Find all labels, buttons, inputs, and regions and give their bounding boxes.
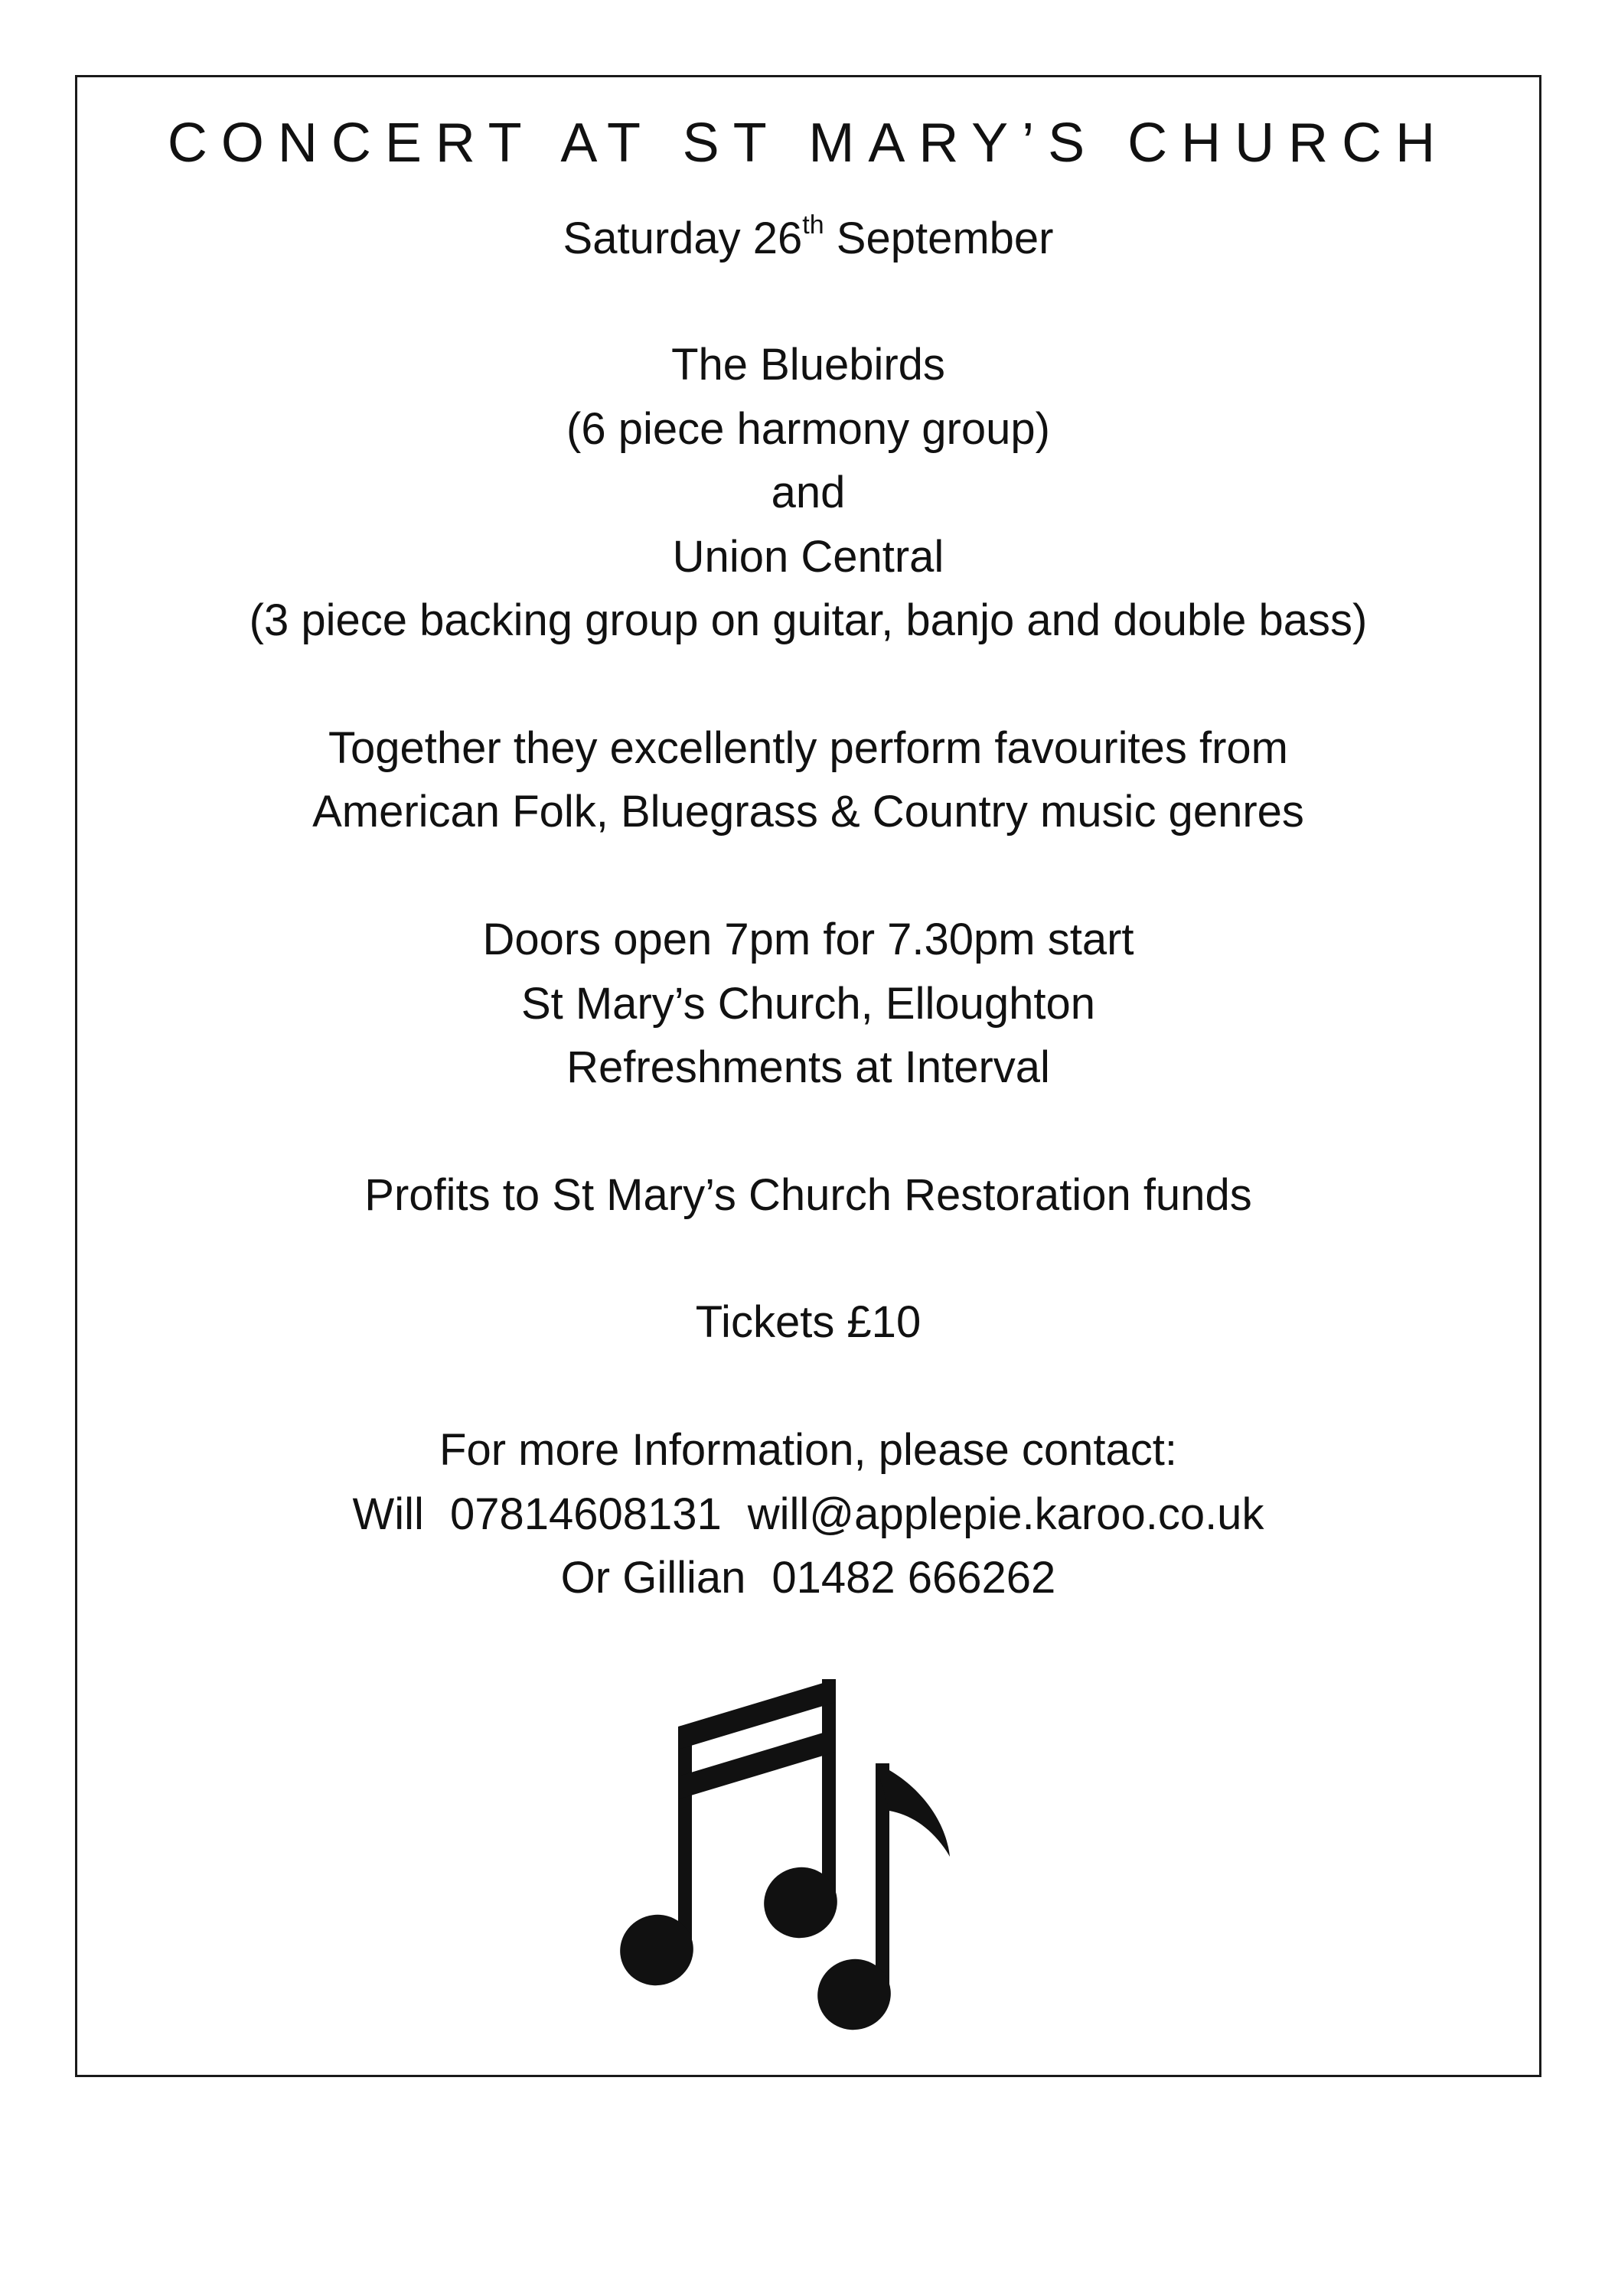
poster-frame [75, 75, 1541, 2077]
act1-description: (6 piece harmony group) [566, 404, 1050, 454]
contact-will-name: Will [352, 1489, 424, 1539]
contact-gillian-phone: 01482 666262 [771, 1553, 1056, 1603]
act2-description: (3 piece backing group on guitar, banjo and double bass) [249, 595, 1368, 645]
refreshments: Refreshments at Interval [566, 1042, 1050, 1092]
event-date-suffix: th [802, 210, 824, 240]
venue: St Mary’s Church, Elloughton [520, 979, 1096, 1029]
contact-heading: For more Information, please contact: [439, 1425, 1177, 1475]
contact-will-email: will@applepie.karoo.co.uk [747, 1489, 1264, 1539]
contact-gillian-name: Or Gillian [560, 1553, 746, 1603]
contact-gillian [77, 1553, 1539, 1603]
event-date-month: September [824, 214, 1054, 263]
contact-will-phone: 07814608131 [449, 1489, 722, 1539]
ticket-price: Tickets £10 [695, 1297, 922, 1347]
doors-time: Doors open 7pm for 7.30pm start [482, 915, 1134, 964]
description-line-2: American Folk, Bluegrass & Country music genres [312, 787, 1304, 837]
act1-name: The Bluebirds [671, 340, 945, 390]
contact-will [77, 1489, 1539, 1539]
poster-title: CONCERT AT ST MARY’S CHURCH [167, 113, 1450, 174]
profits-note: Profits to St Mary’s Church Restoration funds [364, 1170, 1252, 1220]
event-date [77, 210, 1539, 263]
music-notes-icon [77, 1673, 1539, 2033]
lineup-joiner: and [771, 468, 846, 517]
event-date-day: Saturday 26 [563, 214, 803, 263]
act2-name: Union Central [672, 532, 944, 582]
description-line-1: Together they excellently perform favourites from [328, 723, 1288, 773]
